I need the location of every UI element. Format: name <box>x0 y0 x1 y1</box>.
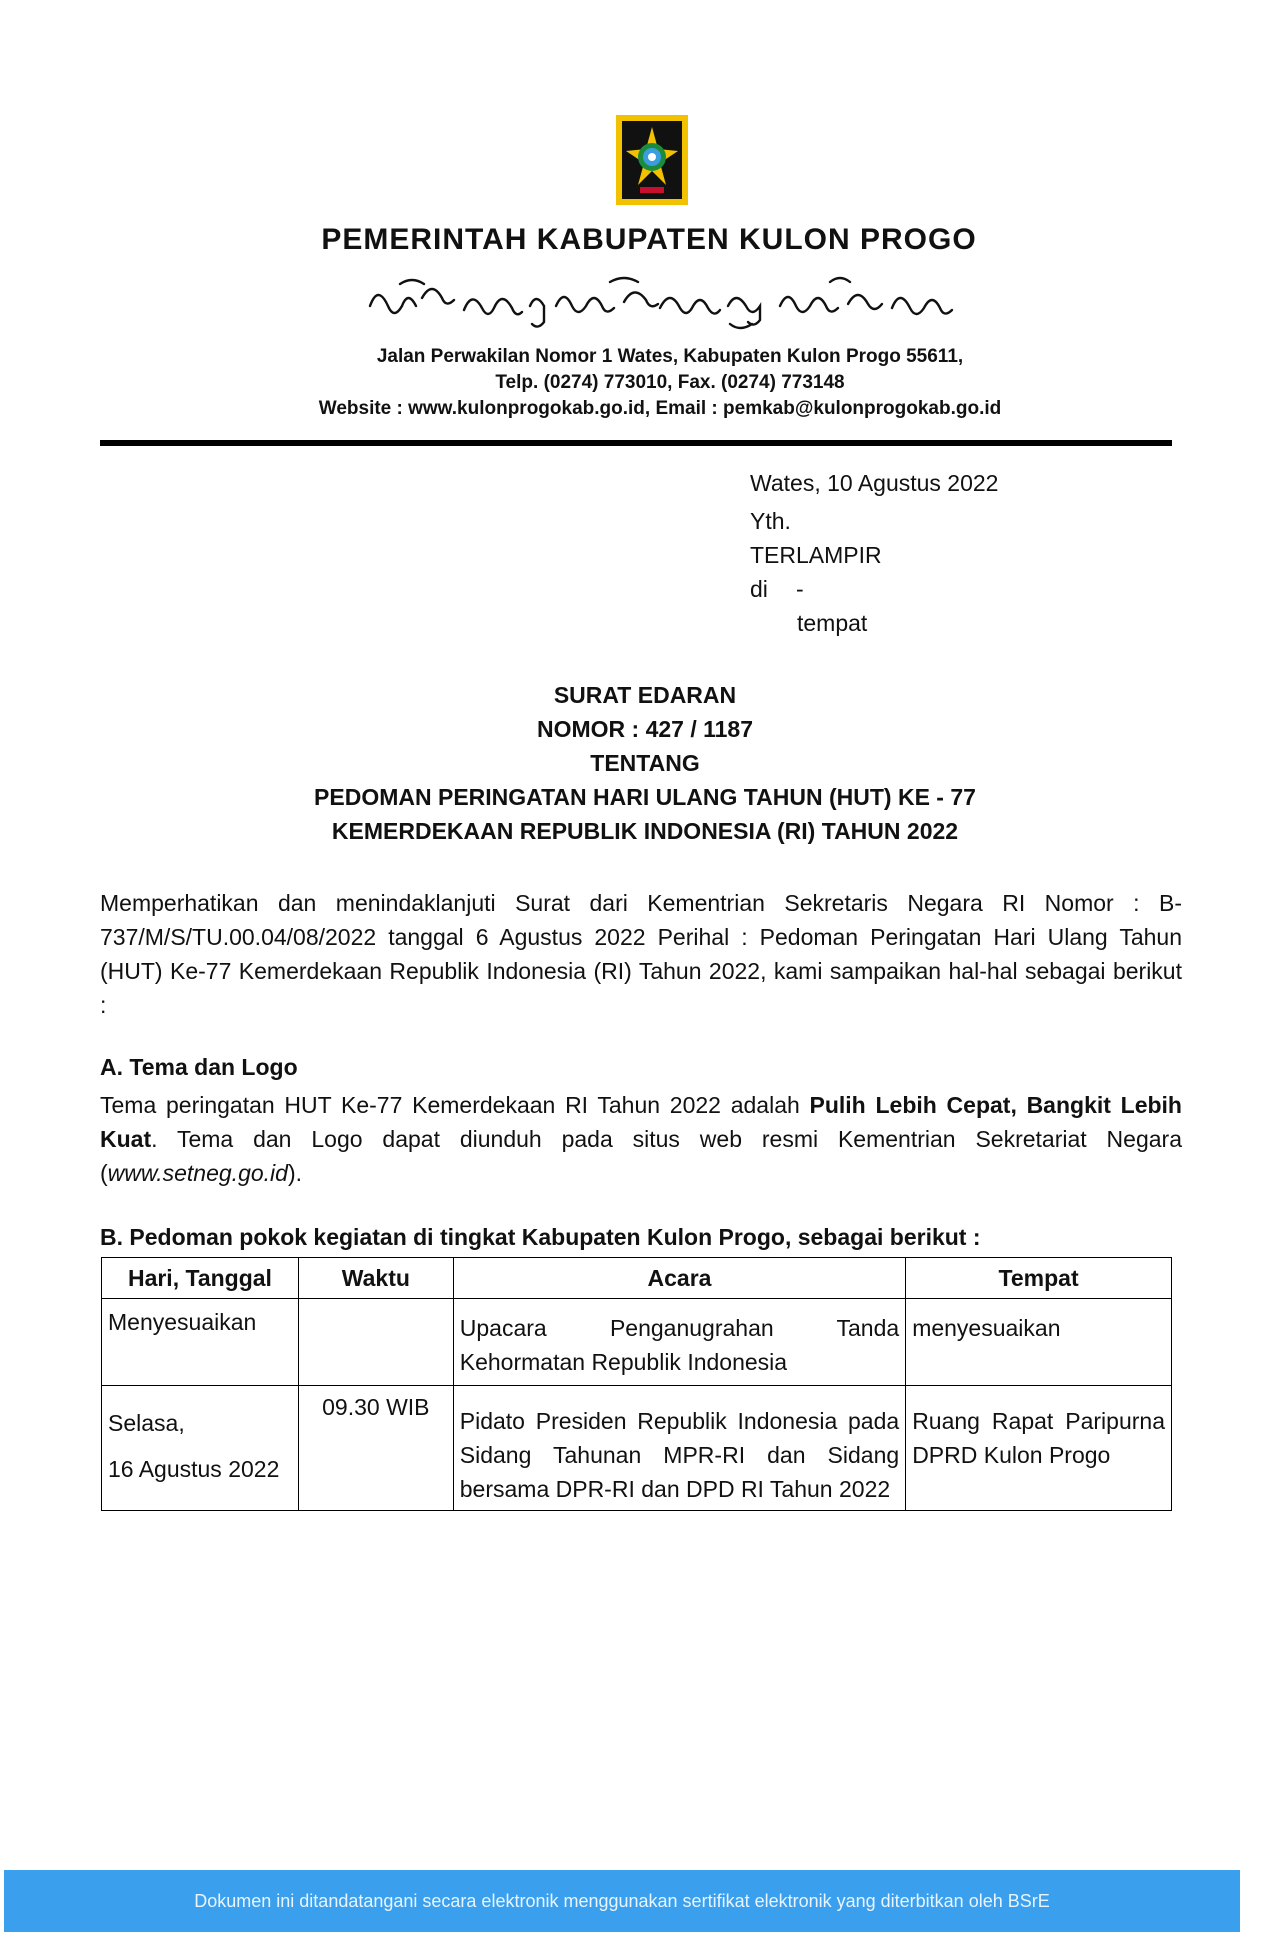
column-header-day-date: Hari, Tanggal <box>102 1258 299 1299</box>
website-email-line: Website : www.kulonprogokab.go.id, Email : pemkab@kulonprogokab.go.id <box>318 398 1002 419</box>
document-about: TENTANG <box>590 750 700 776</box>
organization-name: PEMERINTAH KABUPATEN KULON PROGO <box>321 223 977 256</box>
recipient-place: tempat <box>797 610 868 636</box>
document-subject-line1: PEDOMAN PERINGATAN HARI ULANG TAHUN (HUT) KE - 77 <box>314 784 976 810</box>
javanese-script-organization-name <box>360 266 980 338</box>
theme-text-before: Tema peringatan HUT Ke-77 Kemerdekaan RI Tahun 2022 adalah <box>100 1092 810 1118</box>
table-header-row <box>102 1258 1172 1299</box>
recipient-dash: - <box>796 576 804 602</box>
section-b-heading: B. Pedoman pokok kegiatan di tingkat Kabupaten Kulon Progo, sebagai berikut : <box>100 1224 981 1250</box>
schedule-table <box>101 1257 1172 1511</box>
column-header-event: Acara <box>453 1258 905 1299</box>
theme-name: Pulih Lebih Cepat, Bangkit Lebih Kuat <box>100 1092 1182 1152</box>
cell-place: menyesuaikan <box>906 1299 1172 1386</box>
cell-time: 09.30 WIB <box>298 1386 453 1511</box>
cell-event: Upacara Penganugrahan Tanda Kehormatan Republik Indonesia <box>453 1299 905 1386</box>
salutation: Yth. <box>750 508 791 534</box>
cell-time <box>298 1299 453 1386</box>
theme-text-after: ). <box>287 1160 303 1186</box>
address-line: Jalan Perwakilan Nomor 1 Wates, Kabupaten Kulon Progo 55611, <box>376 346 964 367</box>
cell-day: Menyesuaikan <box>108 1309 257 1335</box>
document-number: NOMOR : 427 / 1187 <box>536 716 754 742</box>
cell-place: Ruang Rapat Paripurna DPRD Kulon Progo <box>906 1386 1172 1511</box>
theme-text-middle: . Tema dan Logo dapat diunduh pada situs web resmi Kementrian Sekretariat Negara ( <box>100 1126 1182 1186</box>
cell-event: Pidato Presiden Republik Indonesia pada Sidang Tahunan MPR-RI dan Sidang bersama DPR-RI dan DPD RI Tahun 2022 <box>453 1386 905 1511</box>
section-a-paragraph <box>100 1088 1182 1190</box>
recipient-name: TERLAMPIR <box>750 542 882 568</box>
column-header-time: Waktu <box>298 1258 453 1299</box>
column-header-place: Tempat <box>906 1258 1172 1299</box>
cell-day-date <box>102 1299 299 1386</box>
letter-date: Wates, 10 Agustus 2022 <box>750 470 999 496</box>
document-subject-line2: KEMERDEKAAN REPUBLIK INDONESIA (RI) TAHUN 2022 <box>331 818 959 844</box>
regency-coat-of-arms-logo <box>616 115 688 205</box>
table-row <box>102 1299 1172 1386</box>
document-type: SURAT EDARAN <box>553 682 737 708</box>
table-row <box>102 1386 1172 1511</box>
letterhead-divider <box>100 440 1172 446</box>
cell-day-date <box>102 1386 299 1511</box>
intro-paragraph: Memperhatikan dan menindaklanjuti Surat dari Kementrian Sekretaris Negara RI Nomor : B-737/M/S/TU.00.04/08/2022 tanggal 6 Agustus 2022 Perihal : Pedoman Peringatan Hari Ulang Tahun (HUT) Ke-77 Kemerdekaan Republik Indonesia (RI) Tahun 2022, kami sampaikan hal-hal sebagai berikut : <box>100 890 1182 1018</box>
section-a-heading: A. Tema dan Logo <box>100 1054 298 1080</box>
cell-day: Selasa, <box>108 1410 185 1436</box>
cell-date: 16 Agustus 2022 <box>108 1456 280 1482</box>
electronic-signature-footer: Dokumen ini ditandatangani secara elektronik menggunakan sertifikat elektronik yang diterbitkan oleh BSrE <box>4 1870 1240 1932</box>
recipient-di: di <box>750 576 768 602</box>
setneg-website-link[interactable]: www.setneg.go.id <box>107 1160 288 1186</box>
phone-fax-line: Telp. (0274) 773010, Fax. (0274) 773148 <box>495 372 845 393</box>
